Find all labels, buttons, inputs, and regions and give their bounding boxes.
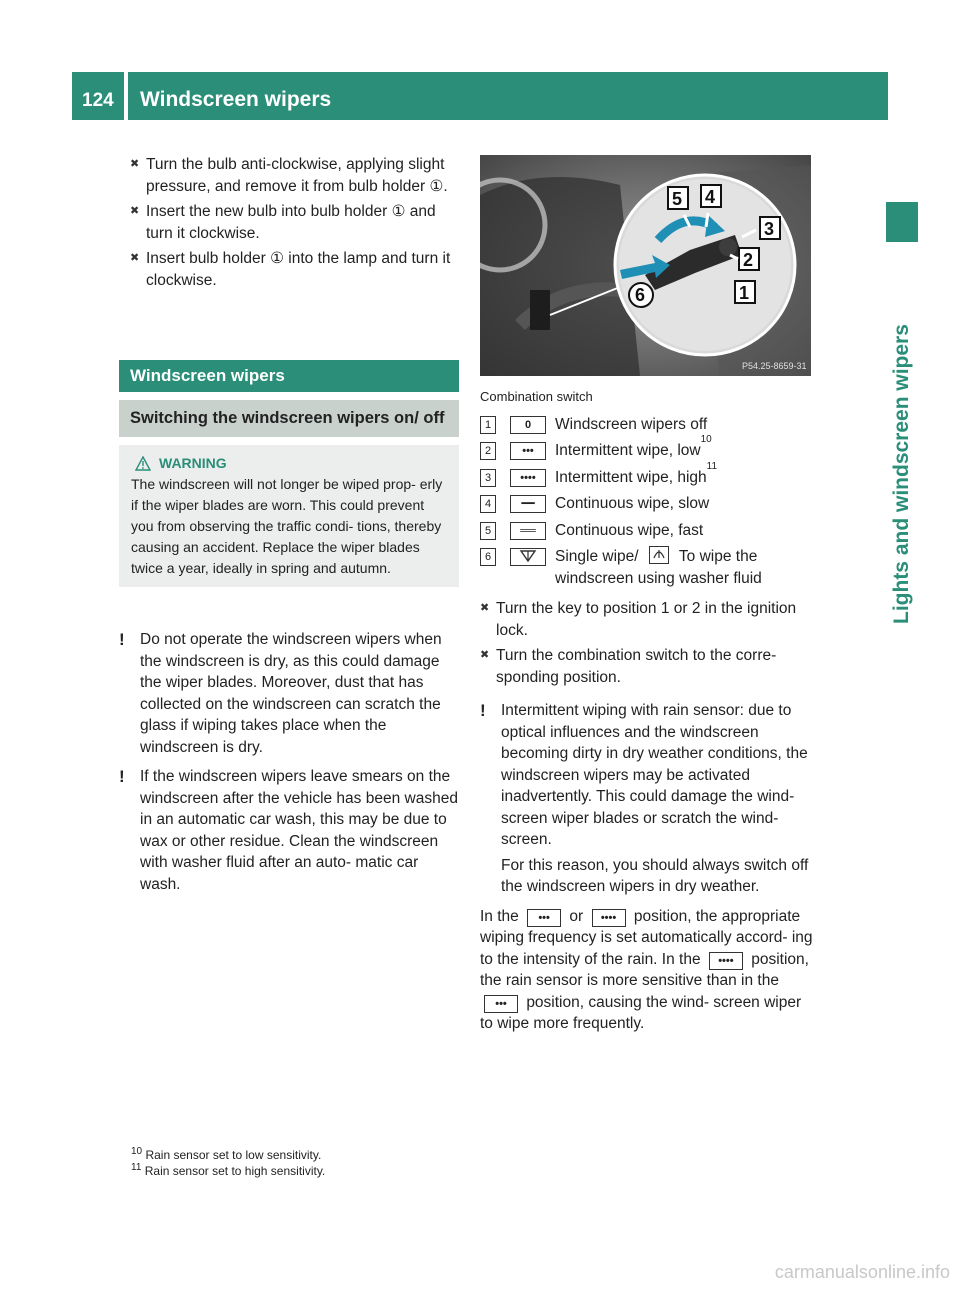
intermittent-low-icon: ••• (510, 442, 546, 460)
footnote (131, 1147, 731, 1163)
figure-caption: Combination switch (480, 389, 593, 404)
intermittent-high-icon: •••• (709, 952, 743, 970)
legend-item (480, 493, 813, 515)
exclamation-icon: ! (480, 701, 486, 720)
note (119, 766, 459, 895)
page-number: 124 (82, 90, 114, 111)
section-title: Windscreen wipers (119, 360, 459, 392)
paragraph-text: position, causing the wind- screen wiper to wipe more frequently. (480, 993, 802, 1032)
intermittent-low-icon: ••• (484, 995, 518, 1013)
legend-item: 2 ••• Intermittent wipe, low 10 (480, 440, 813, 462)
instruction-step: ✖ Insert bulb holder ① into the lamp and turn it clockwise. (130, 248, 459, 291)
notes (119, 629, 459, 895)
watermark: carmanualsonline.info (774, 1262, 950, 1282)
legend-key: 6 (480, 548, 496, 566)
paragraph-text: position, the appropriate wiping frequency is set automatically accord- ing to the intensity of the rain. In the (480, 907, 813, 968)
svg-text:1: 1 (739, 283, 750, 303)
svg-text:5: 5 (672, 189, 683, 209)
footnote-number: 10 (131, 1146, 143, 1157)
legend-text: To wipe the windscreen using washer fluid (555, 548, 762, 587)
legend-text: Single wipe/ (555, 548, 639, 565)
intermittent-low-icon: ••• (527, 909, 561, 927)
footnote-text: Rain sensor set to low sensitivity. (145, 1148, 322, 1162)
legend-key: 5 (480, 522, 496, 540)
legend-item (480, 520, 813, 542)
note-text: Intermittent wiping with rain sensor: due to optical influences and the windscreen becoming dirty in dry weather conditions, the windscreen wipers may be activated inadvertently. This could damage the wind- screen wiper blades or scratch the wind- screen. (501, 702, 808, 848)
warning-box (119, 445, 459, 587)
subsection-title: Switching the windscreen wipers on/ off (119, 400, 459, 437)
note-text: Do not operate the windscreen wipers when the windscreen is dry, as this could damage the wiper blades. Moreover, dust that has collected on the windscreen can scratch the glass if wiping takes place when the windscreen is dry. (140, 631, 442, 756)
right-column (480, 386, 813, 1035)
legend-key: 1 (480, 416, 496, 434)
legend-item: 3 •••• Intermittent wipe, high 11 (480, 467, 813, 489)
legend-text: Continuous wipe, slow (555, 495, 710, 512)
side-tab-label: Lights and windscreen wipers (890, 324, 913, 624)
paragraph-text: In the (480, 907, 519, 925)
footnote-number: 11 (131, 1162, 142, 1173)
side-tab-block (886, 202, 918, 242)
combination-switch-photo (480, 155, 811, 376)
exclamation-icon: ! (119, 630, 125, 649)
legend-item (480, 414, 813, 436)
page-title: Windscreen wipers (140, 88, 332, 111)
legend-item (480, 546, 813, 589)
wiper-off-icon: 0 (510, 416, 546, 434)
note-text: For this reason, you should always switch off the windscreen wipers in dry weather. (501, 856, 809, 895)
legend-key: 2 (480, 442, 496, 460)
intermittent-high-icon: •••• (510, 469, 546, 487)
svg-text:4: 4 (705, 187, 716, 207)
instruction-step: ✖ Turn the bulb anti-clockwise, applying slight pressure, and remove it from bulb holder ①. (130, 154, 459, 197)
paragraph-text: or (569, 907, 584, 925)
instruction-step: ✖ Insert the new bulb into bulb holder ① and turn it clockwise. (130, 201, 459, 244)
figure-code: P54.25-8659-31 (742, 361, 807, 371)
warning-heading (131, 453, 449, 474)
legend-text: Continuous wipe, fast (555, 521, 704, 539)
left-column (130, 154, 459, 295)
warning-text: The windscreen will not longer be wiped prop- erly if the wiper blades are worn. This could prevent you from observing the traffic condi- tions, thereby causing an accident. Replace the wiper blades twice a year, ideally in spring and autumn. (131, 476, 443, 576)
footnotes (131, 1147, 731, 1179)
continuous-slow-icon: ━━ (510, 495, 546, 513)
note-text: If the windscreen wipers leave smears on the windscreen after the vehicle has been washed in an automatic car wash, this may be due to wax or other residue. Clean the windscreen with washer fluid after an auto- matic car wash. (140, 768, 458, 893)
footnote (131, 1163, 731, 1179)
svg-text:3: 3 (764, 219, 775, 239)
warning-title: WARNING (159, 455, 227, 471)
note (119, 629, 459, 758)
continuous-fast-icon: ══ (510, 522, 546, 540)
legend-text: Intermittent wipe, low (555, 442, 701, 459)
footnote-text: Rain sensor set to high sensitivity. (144, 1164, 326, 1178)
single-wipe-icon (510, 548, 546, 566)
paragraph-text: position, the rain sensor is more sensitive than in the (480, 950, 809, 989)
note (480, 700, 813, 898)
instruction-step: ✖ Turn the key to position 1 or 2 in the ignition lock. (480, 598, 813, 641)
section (119, 360, 459, 587)
svg-text:6: 6 (635, 285, 646, 305)
legend-key: 3 (480, 469, 496, 487)
svg-text:2: 2 (743, 250, 754, 270)
legend-text: Windscreen wipers off (555, 415, 708, 433)
exclamation-icon: ! (119, 767, 125, 786)
warning-triangle-icon (135, 456, 151, 471)
legend-key: 4 (480, 495, 496, 513)
legend-text: Intermittent wipe, high (555, 468, 707, 486)
intermittent-high-icon: •••• (592, 909, 626, 927)
washer-fluid-icon (649, 546, 669, 564)
rain-sensor-paragraph (480, 906, 813, 1035)
page-header (128, 72, 888, 120)
page-number-badge (72, 72, 124, 120)
instruction-step: ✖ Turn the combination switch to the corre- sponding position. (480, 645, 813, 688)
